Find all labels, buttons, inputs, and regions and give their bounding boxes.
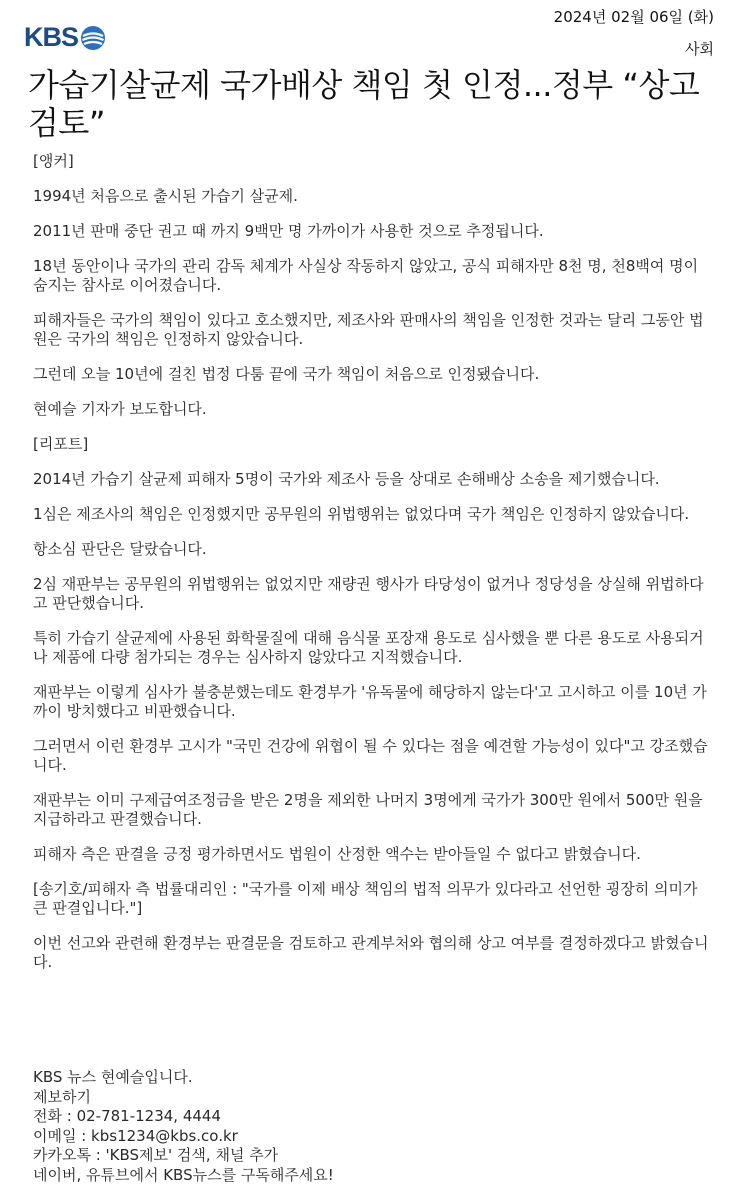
paragraph: 1994년 처음으로 출시된 가습기 살균제. <box>33 187 709 206</box>
paragraph-quote: [송기호/피해자 측 법률대리인 : "국가를 이제 배상 책임의 법적 의무가 있다라고 선언한 굉장히 의미가 큰 판결입니다."] <box>33 880 709 918</box>
paragraph: 재판부는 이미 구제급여조정금을 받은 2명을 제외한 나머지 3명에게 국가가 300만 원에서 500만 원을 지급하라고 판결했습니다. <box>33 791 709 829</box>
reporter-signoff: KBS 뉴스 현예슬입니다. <box>33 1068 709 1088</box>
paragraph: 2014년 가습기 살균제 피해자 5명이 국가와 제조사 등을 상대로 손해배상 소송을 제기했습니다. <box>33 470 709 489</box>
subscribe-note: 네이버, 유튜브에서 KBS뉴스를 구독해주세요! <box>33 1166 709 1185</box>
paragraph-report-tag: [리포트] <box>33 435 709 454</box>
kbs-globe-icon <box>80 25 106 51</box>
paragraph: 이번 선고와 관련해 환경부는 판결문을 검토하고 관계부처와 협의해 상고 여부를 결정하겠다고 밝혔습니다. <box>33 934 709 972</box>
tip-heading: 제보하기 <box>33 1088 709 1108</box>
paragraph: 2011년 판매 중단 권고 때 까지 9백만 명 가까이가 사용한 것으로 추정됩니다. <box>33 222 709 241</box>
paragraph: 현예슬 기자가 보도합니다. <box>33 400 709 419</box>
paragraph: 그런데 오늘 10년에 걸친 법정 다툼 끝에 국가 책임이 처음으로 인정됐습니다. <box>33 365 709 384</box>
article-headline: 가습기살균제 국가배상 책임 첫 인정...정부 “상고 검토” <box>28 66 718 142</box>
paragraph: 재판부는 이렇게 심사가 불충분했는데도 환경부가 '유독물에 해당하지 않는다'고 고시하고 이를 10년 가까이 방치했다고 비판했습니다. <box>33 683 709 721</box>
article-footer <box>33 1068 709 1185</box>
paragraph: 특히 가습기 살균제에 사용된 화학물질에 대해 음식물 포장재 용도로 심사했을 뿐 다른 용도로 사용되거나 제품에 다량 첨가되는 경우는 심사하지 않았다고 지적했습니다. <box>33 629 709 667</box>
kbs-logo-text: KBS <box>24 22 78 53</box>
paragraph: 18년 동안이나 국가의 관리 감독 체계가 사실상 작동하지 않았고, 공식 피해자만 8천 명, 천8백여 명이 숨지는 참사로 이어졌습니다. <box>33 257 709 295</box>
paragraph: 그러면서 이런 환경부 고시가 "국민 건강에 위협이 될 수 있다는 점을 예견할 가능성이 있다"고 강조했습니다. <box>33 737 709 775</box>
paragraph: 피해자 측은 판결을 긍정 평가하면서도 법원이 산정한 액수는 받아들일 수 없다고 밝혔습니다. <box>33 845 709 864</box>
paragraph-anchor-tag: [앵커] <box>33 152 709 171</box>
paragraph: 항소심 판단은 달랐습니다. <box>33 540 709 559</box>
article-body <box>33 152 709 988</box>
tip-phone: 전화 : 02-781-1234, 4444 <box>33 1107 709 1127</box>
paragraph: 피해자들은 국가의 책임이 있다고 호소했지만, 제조사와 판매사의 책임을 인정한 것과는 달리 그동안 법원은 국가의 책임은 인정하지 않았습니다. <box>33 311 709 349</box>
section-label: 사회 <box>685 38 714 59</box>
date-label: 2024년 02월 06일 (화) <box>554 6 714 27</box>
paragraph: 2심 재판부는 공무원의 위법행위는 없었지만 재량권 행사가 타당성이 없거나 정당성을 상실해 위법하다고 판단했습니다. <box>33 575 709 613</box>
paragraph: 1심은 제조사의 책임은 인정했지만 공무원의 위법행위는 없었다며 국가 책임은 인정하지 않았습니다. <box>33 505 709 524</box>
tip-kakaotalk: 카카오톡 : 'KBS제보' 검색, 채널 추가 <box>33 1146 709 1166</box>
tip-email: 이메일 : kbs1234@kbs.co.kr <box>33 1127 709 1147</box>
kbs-logo <box>24 22 106 53</box>
